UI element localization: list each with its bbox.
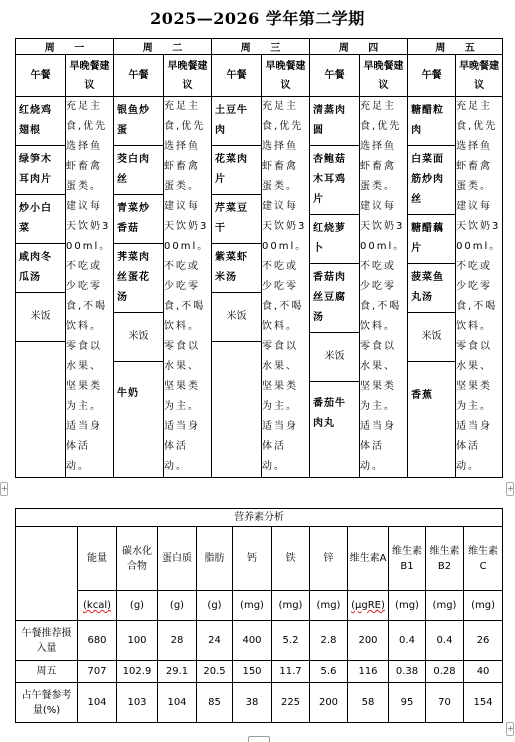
row-label: 占午餐参考量(%)	[16, 683, 78, 723]
dish: 红烧萝卜	[310, 215, 359, 264]
table-move-handle[interactable]: +	[0, 482, 8, 496]
unit-cell: (g)	[117, 591, 158, 621]
extra-item: 香蕉	[411, 390, 434, 401]
extra-item: 番茄牛肉丸	[313, 398, 347, 429]
day-header: 周 五	[408, 39, 503, 55]
value-cell: 20.5	[197, 661, 233, 683]
lunch-header: 午餐	[114, 55, 164, 97]
table-row	[16, 621, 503, 661]
dish: 白菜面筋炒肉丝	[408, 146, 455, 215]
nutrient-header: 碳水化合物	[117, 527, 158, 591]
value-cell: 103	[117, 683, 158, 723]
value-cell: 2.8	[310, 621, 348, 661]
value-cell: 0.4	[426, 621, 464, 661]
unit-cell: (kcal)	[78, 591, 117, 621]
lunch-cell-wed	[212, 97, 262, 478]
nutrient-header: 锌	[310, 527, 348, 591]
value-cell: 29.1	[158, 661, 197, 683]
menu-body-row	[16, 97, 503, 478]
nutrition-title: 营养素分析	[16, 509, 503, 527]
value-cell: 40	[464, 661, 503, 683]
value-cell: 102.9	[117, 661, 158, 683]
dish: 紫菜虾米汤	[212, 244, 261, 293]
lunch-cell-thu	[310, 97, 360, 478]
advice-cell: 充足主食,优先选择鱼虾畜禽蛋类。建议每天饮奶300ml。不吃或少吃零食,不喝饮料。零食以水果、坚果类为主。适当身体活动。	[360, 97, 408, 478]
lunch-header: 午餐	[16, 55, 66, 97]
dish: 糖醋藕片	[408, 215, 455, 264]
value-cell: 0.38	[389, 661, 426, 683]
lunch-cell-fri	[408, 97, 456, 478]
nutrition-title-row	[16, 509, 503, 527]
unit-cell: (g)	[158, 591, 197, 621]
dish: 菠菜鱼丸汤	[408, 264, 455, 313]
nutrient-header: 能量	[78, 527, 117, 591]
nutrient-header: 钙	[233, 527, 272, 591]
dish: 土豆牛肉	[212, 97, 261, 146]
dish: 绿笋木耳肉片	[16, 146, 65, 195]
table-resize-handle[interactable]: +	[506, 482, 514, 496]
day-header: 周 二	[114, 39, 212, 55]
dish: 香菇肉丝豆腐汤	[310, 264, 359, 333]
advice-header: 早晚餐建议	[66, 55, 114, 97]
advice-cell: 充足主食,优先选择鱼虾畜禽蛋类。建议每天饮奶300ml。不吃或少吃零食,不喝饮料。零食以水果、坚果类为主。适当身体活动。	[164, 97, 212, 478]
dish: 芹菜豆干	[212, 195, 261, 244]
dish: 茭白肉丝	[114, 146, 163, 195]
unit-cell: (mg)	[310, 591, 348, 621]
lunch-header: 午餐	[310, 55, 360, 97]
nutrient-header: 维生素B1	[389, 527, 426, 591]
lunch-cell-mon	[16, 97, 66, 478]
rice: 米饭	[310, 333, 359, 382]
nutrient-header: 维生素B2	[426, 527, 464, 591]
table-resize-handle[interactable]: +	[506, 722, 514, 736]
advice-cell: 充足主食,优先选择鱼虾畜禽蛋类。建议每天饮奶300ml。不吃或少吃零食,不喝饮料。零食以水果、坚果类为主。适当身体活动。	[262, 97, 310, 478]
value-cell: 400	[233, 621, 272, 661]
lunch-header: 午餐	[408, 55, 456, 97]
dish: 杏鲍菇木耳鸡片	[310, 146, 359, 215]
table-row	[16, 661, 503, 683]
advice-header: 早晚餐建议	[360, 55, 408, 97]
advice-header: 早晚餐建议	[456, 55, 503, 97]
unit-cell: (mg)	[272, 591, 310, 621]
day-header: 周 一	[16, 39, 114, 55]
nutrient-header: 铁	[272, 527, 310, 591]
table-row	[16, 683, 503, 723]
value-cell: 24	[197, 621, 233, 661]
value-cell: 200	[310, 683, 348, 723]
unit-cell: (mg)	[233, 591, 272, 621]
dish: 青菜炒香菇	[114, 195, 163, 244]
value-cell: 100	[117, 621, 158, 661]
sub-header-row	[16, 55, 503, 97]
value-cell: 28	[158, 621, 197, 661]
value-cell: 95	[389, 683, 426, 723]
value-cell: 150	[233, 661, 272, 683]
value-cell: 104	[158, 683, 197, 723]
value-cell: 58	[348, 683, 389, 723]
lunch-cell-tue	[114, 97, 164, 478]
row-label: 周五	[16, 661, 78, 683]
extra-item: 牛奶	[117, 388, 140, 399]
value-cell: 5.6	[310, 661, 348, 683]
value-cell: 154	[464, 683, 503, 723]
value-cell: 0.28	[426, 661, 464, 683]
advice-cell: 充足主食,优先选择鱼虾畜禽蛋类。建议每天饮奶300ml。不吃或少吃零食,不喝饮料。零食以水果、坚果类为主。适当身体活动。	[66, 97, 114, 478]
unit-cell: (mg)	[389, 591, 426, 621]
rice: 米饭	[16, 293, 65, 342]
corner-cell	[16, 527, 78, 621]
unit-row	[16, 591, 503, 621]
value-cell: 5.2	[272, 621, 310, 661]
advice-header: 早晚餐建议	[164, 55, 212, 97]
advice-header: 早晚餐建议	[262, 55, 310, 97]
weekly-menu-table	[15, 38, 503, 478]
value-cell: 225	[272, 683, 310, 723]
dish: 花菜肉片	[212, 146, 261, 195]
unit-cell: (μgRE)	[348, 591, 389, 621]
dish: 红烧鸡翅根	[16, 97, 65, 146]
rice: 米饭	[114, 313, 163, 362]
nutrition-table	[15, 508, 503, 723]
unit-cell: (mg)	[426, 591, 464, 621]
value-cell: 680	[78, 621, 117, 661]
day-header: 周 四	[310, 39, 408, 55]
dish: 糖醋粒肉	[408, 97, 455, 146]
day-header-row	[16, 39, 503, 55]
value-cell: 200	[348, 621, 389, 661]
nutrient-header: 维生素A	[348, 527, 389, 591]
row-label: 午餐推荐摄入量	[16, 621, 78, 661]
value-cell: 116	[348, 661, 389, 683]
unit-cell: (mg)	[464, 591, 503, 621]
nutrient-header: 维生素C	[464, 527, 503, 591]
page-title: 2025—2026 学年第二学期	[150, 9, 365, 28]
unit-cell: (g)	[197, 591, 233, 621]
value-cell: 11.7	[272, 661, 310, 683]
value-cell: 26	[464, 621, 503, 661]
value-cell: 0.4	[389, 621, 426, 661]
nutrient-header-row	[16, 527, 503, 591]
nutrient-header: 脂肪	[197, 527, 233, 591]
lunch-header: 午餐	[212, 55, 262, 97]
dish: 清蒸肉圆	[310, 97, 359, 146]
value-cell: 70	[426, 683, 464, 723]
value-cell: 707	[78, 661, 117, 683]
dish: 银鱼炒蛋	[114, 97, 163, 146]
dish: 炒小白菜	[16, 195, 65, 244]
value-cell: 38	[233, 683, 272, 723]
value-cell: 85	[197, 683, 233, 723]
dish: 荠菜肉丝蛋花汤	[114, 244, 163, 313]
rice: 米饭	[212, 293, 261, 342]
dish: 咸肉冬瓜汤	[16, 244, 65, 293]
nutrient-header: 蛋白质	[158, 527, 197, 591]
advice-cell: 充足主食,优先选择鱼虾畜禽蛋类。建议每天饮奶300ml。不吃或少吃零食,不喝饮料。零食以水果、坚果类为主。适当身体活动。	[456, 97, 503, 478]
rice: 米饭	[408, 313, 455, 362]
day-header: 周 三	[212, 39, 310, 55]
page-scroll-tab[interactable]	[248, 736, 270, 742]
value-cell: 104	[78, 683, 117, 723]
